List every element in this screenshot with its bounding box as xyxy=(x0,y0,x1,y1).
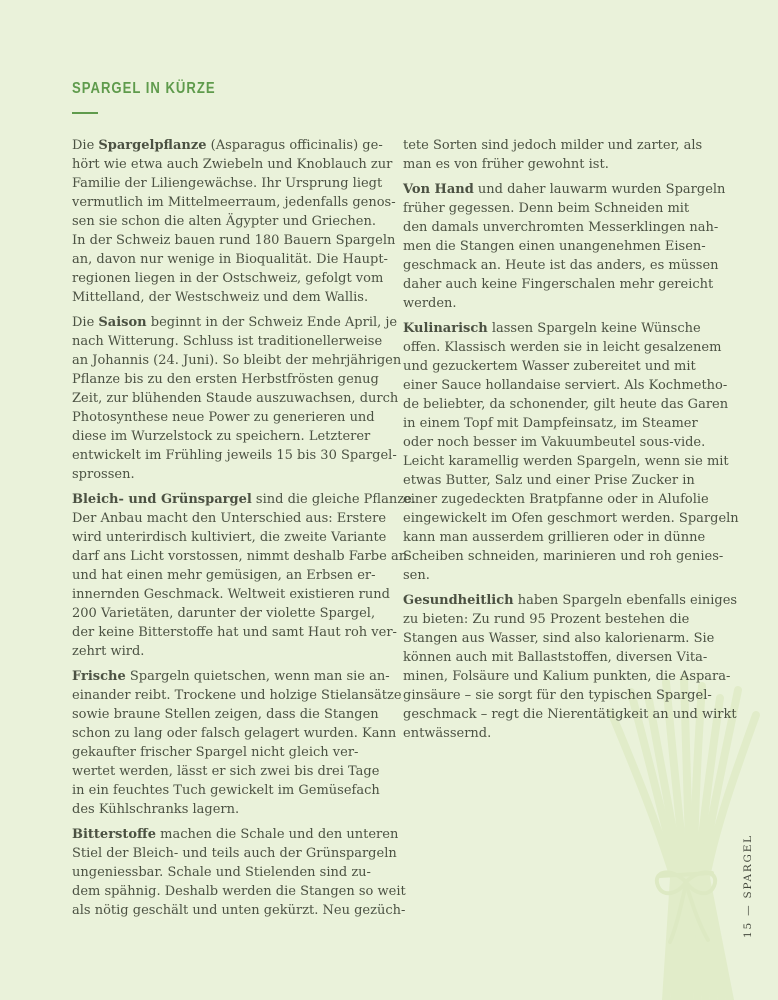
text-line: geschmack – regt die Nierentätigkeit an und wirkt xyxy=(403,707,737,722)
text-line: sen. xyxy=(403,568,430,583)
text-line: werden. xyxy=(403,296,457,311)
paragraph xyxy=(403,136,719,174)
text-line: Mittelland, der Westschweiz und dem Wallis. xyxy=(72,290,369,305)
text-line: einander reibt. Trockene und holzige Stielansätze xyxy=(72,688,402,703)
paragraph xyxy=(72,825,406,920)
text-line: etwas Butter, Salz und einer Prise Zucker in xyxy=(403,473,695,488)
right-column xyxy=(403,136,739,926)
title-rule xyxy=(72,112,98,114)
paragraph xyxy=(403,319,739,585)
text-line: Die Spargelpflanze (Asparagus officinalis) ge- xyxy=(72,138,383,153)
text-line: und hat einen mehr gemüsigen, an Erbsen er- xyxy=(72,568,376,583)
text-line: Photosynthese neue Power zu generieren und xyxy=(72,410,375,425)
text-line: an, davon nur wenige in Bioqualität. Die Haupt- xyxy=(72,252,388,267)
text-line: können auch mit Ballaststoffen, diversen Vita- xyxy=(403,650,708,665)
text-line: Gesundheitlich haben Spargeln ebenfalls einiges xyxy=(403,593,738,608)
text-line: Kulinarisch lassen Spargeln keine Wünsche xyxy=(403,321,701,336)
text-line: der keine Bitterstoffe hat und samt Haut roh ver- xyxy=(72,625,397,640)
text-line: Scheiben schneiden, marinieren und roh genies- xyxy=(403,549,724,564)
text-line: hört wie etwa auch Zwiebeln und Knoblauch zur xyxy=(72,157,393,172)
page-number-label: 15 — SPARGEL xyxy=(742,834,754,938)
text-line: Bitterstoffe machen die Schale und den unteren xyxy=(72,827,399,842)
text-line: sen sie schon die alten Ägypter und Griechen. xyxy=(72,214,376,229)
text-line: innernden Geschmack. Weltweit existieren rund xyxy=(72,587,390,602)
lead-word: Kulinarisch xyxy=(403,321,488,336)
text-line: einer zugedeckten Bratpfanne oder in Alufolie xyxy=(403,492,709,507)
paragraph xyxy=(72,667,402,819)
text-line: an Johannis (24. Juni). So bleibt der mehrjährigen xyxy=(72,353,402,368)
text-line: In der Schweiz bauen rund 180 Bauern Spargeln xyxy=(72,233,396,248)
article xyxy=(72,80,739,926)
left-column xyxy=(72,136,416,926)
text-line: Familie der Liliengewächse. Ihr Ursprung liegt xyxy=(72,176,383,191)
lead-word: Von Hand xyxy=(403,182,474,197)
text-columns xyxy=(72,136,739,926)
text-line: des Kühlschranks lagern. xyxy=(72,802,240,817)
lead-word: Saison xyxy=(98,315,147,330)
paragraph xyxy=(72,313,402,484)
text-line: diese im Wurzelstock zu speichern. Letzterer xyxy=(72,429,371,444)
text-line: nach Witterung. Schluss ist traditionellerweise xyxy=(72,334,383,349)
text-line: men die Stangen einen unangenehmen Eisen- xyxy=(403,239,706,254)
text-line: Frische Spargeln quietschen, wenn man sie an- xyxy=(72,669,390,684)
text-line: früher gegessen. Denn beim Schneiden mit xyxy=(403,201,690,216)
text-line: entwässernd. xyxy=(403,726,492,741)
text-line: Stangen aus Wasser, sind also kalorienarm. Sie xyxy=(403,631,715,646)
text-line: und gezuckertem Wasser zubereitet und mit xyxy=(403,359,696,374)
text-line: minen, Folsäure und Kalium punkten, die Aspara- xyxy=(403,669,731,684)
text-line: ginsäure – sie sorgt für den typischen Spargel- xyxy=(403,688,712,703)
text-line: darf ans Licht vorstossen, nimmt deshalb Farbe an xyxy=(72,549,408,564)
section-title: SPARGEL IN KÜRZE xyxy=(72,80,216,97)
text-line: eingewickelt im Ofen geschmort werden. Spargeln xyxy=(403,511,739,526)
text-line: einer Sauce hollandaise serviert. Als Kochmetho- xyxy=(403,378,728,393)
text-line: Leicht karamellig werden Spargeln, wenn sie mit xyxy=(403,454,729,469)
text-line: sprossen. xyxy=(72,467,135,482)
text-line: in einem Topf mit Dampfeinsatz, im Steamer xyxy=(403,416,698,431)
text-line: Bleich- und Grünspargel sind die gleiche Pflanze. xyxy=(72,492,416,507)
text-line: zu bieten: Zu rund 95 Prozent bestehen die xyxy=(403,612,690,627)
text-line: sowie braune Stellen zeigen, dass die Stangen xyxy=(72,707,379,722)
lead-word: Bleich- und Grünspargel xyxy=(72,492,252,507)
text-line: tete Sorten sind jedoch milder und zarter, als xyxy=(403,138,703,153)
text-line: Der Anbau macht den Unterschied aus: Erstere xyxy=(72,511,387,526)
text-line: regionen liegen in der Ostschweiz, gefolgt vom xyxy=(72,271,384,286)
text-line: de beliebter, da schonender, gilt heute das Garen xyxy=(403,397,729,412)
text-line: daher auch keine Fingerschalen mehr gereicht xyxy=(403,277,714,292)
text-line: dem spähnig. Deshalb werden die Stangen so weit xyxy=(72,884,406,899)
text-line: oder noch besser im Vakuumbeutel sous-vide. xyxy=(403,435,706,450)
lead-word: Bitterstoffe xyxy=(72,827,156,842)
text-line: wird unterirdisch kultiviert, die zweite Variante xyxy=(72,530,387,545)
text-line: als nötig geschält und unten gekürzt. Neu gezüch- xyxy=(72,903,406,918)
text-line: vermutlich im Mittelmeerraum, jedenfalls genos- xyxy=(72,195,396,210)
paragraph xyxy=(403,180,726,313)
text-line: schon zu lang oder falsch gelagert wurden. Kann xyxy=(72,726,397,741)
text-line: Pflanze bis zu den ersten Herbstfrösten genug xyxy=(72,372,379,387)
text-line: offen. Klassisch werden sie in leicht gesalzenem xyxy=(403,340,722,355)
text-line: kann man ausserdem grillieren oder in dünne xyxy=(403,530,706,545)
text-line: gekaufter frischer Spargel nicht gleich ver- xyxy=(72,745,359,760)
text-line: Von Hand und daher lauwarm wurden Spargeln xyxy=(403,182,726,197)
paragraph xyxy=(403,591,738,743)
lead-word: Frische xyxy=(72,669,126,684)
text-line: Zeit, zur blühenden Staude auszuwachsen, durch xyxy=(72,391,399,406)
text-line: Die Saison beginnt in der Schweiz Ende April, je xyxy=(72,315,398,330)
text-line: den damals unverchromten Messerklingen nah- xyxy=(403,220,719,235)
paragraph xyxy=(72,136,396,307)
text-line: wertet werden, lässt er sich zwei bis drei Tage xyxy=(72,764,380,779)
text-line: geschmack an. Heute ist das anders, es müssen xyxy=(403,258,719,273)
text-line: ungeniessbar. Schale und Stielenden sind zu- xyxy=(72,865,371,880)
lead-word: Gesundheitlich xyxy=(403,593,514,608)
text-line: man es von früher gewohnt ist. xyxy=(403,157,609,172)
text-line: entwickelt im Frühling jeweils 15 bis 30 Spargel- xyxy=(72,448,397,463)
paragraph xyxy=(72,490,416,661)
text-line: 200 Varietäten, darunter der violette Spargel, xyxy=(72,606,376,621)
lead-word: Spargelpflanze xyxy=(98,138,207,153)
text-line: Stiel der Bleich- und teils auch der Grünspargeln xyxy=(72,846,397,861)
text-line: zehrt wird. xyxy=(72,644,145,659)
text-line: in ein feuchtes Tuch gewickelt im Gemüsefach xyxy=(72,783,380,798)
